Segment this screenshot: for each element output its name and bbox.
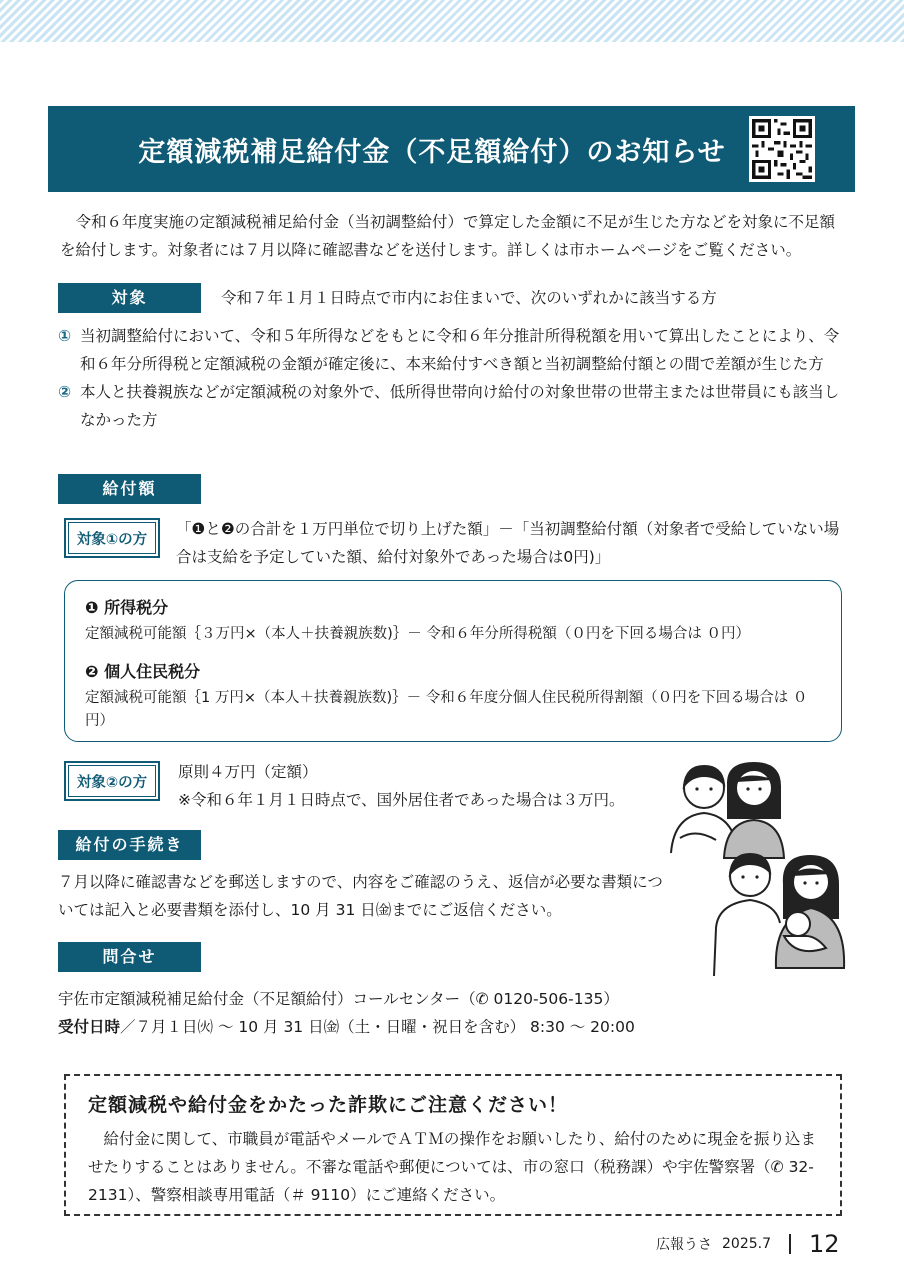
fraud-warning-title: 定額減税や給付金をかたった詐欺にご注意ください！ [88, 1094, 569, 1116]
list-number: ① [58, 327, 72, 345]
hours-label: 受付日時 [58, 1018, 121, 1036]
section-label-target: 対象 [58, 283, 201, 313]
resident-tax-formula: 定額減税可能額｛1 万円×（本人＋扶養親族数)｝－ 令和６年度分個人住民税所得割額（０円を下回る場合は ０円） [85, 690, 808, 729]
page-number: 12 [809, 1230, 840, 1258]
badge-target-1: 対象①の方 [64, 518, 160, 558]
target-description: 令和７年１月１日時点で市内にお住まいで、次のいずれかに該当する方 [221, 289, 717, 307]
phone-icon: ✆ [770, 1158, 784, 1176]
amount-formula: 「❶と❷の合計を１万円単位で切り上げた額」－「当初調整給付額（対象者で受給していない場合は支給を予定していた額、給付対象外であった場合は0円)」 [176, 520, 840, 566]
warning-text-2: ）、警察相談専用電話（＃ 9110）にご連絡ください。 [127, 1186, 506, 1204]
amount-2-fixed: 原則４万円（定額） [178, 763, 318, 781]
target-list [58, 322, 848, 434]
resident-tax-heading: ❷ 個人住民税分 [85, 662, 201, 681]
call-center-close: ） [603, 990, 619, 1008]
amount-2-note: ※令和６年１月１日時点で、国外居住者であった場合は３万円。 [178, 791, 625, 809]
police-phone[interactable]: 32-2131 [88, 1158, 814, 1204]
amount-target-2 [178, 758, 625, 814]
publication-name: 広報うさ [656, 1237, 712, 1253]
fraud-warning-box [64, 1074, 842, 1216]
page-title: 定額減税補足給付金（不足額給付）のお知らせ [138, 137, 726, 168]
section-label-amount: 給付額 [58, 474, 201, 504]
family-illustration-icon [666, 758, 846, 978]
top-stripe-decoration [0, 0, 904, 42]
contact-info [58, 985, 858, 1041]
list-item [58, 378, 848, 434]
call-center-name: 宇佐市定額減税補足給付金（不足額給付）コールセンター（ [58, 990, 476, 1008]
list-item-text: 当初調整給付において、令和５年所得などをもとに令和６年分推計所得税額を用いて算出したことにより、令和６年分所得税と定額減税の金額が確定後に、本来給付すべき額と当初調整給付額との間で差額が生じた方 [80, 327, 840, 373]
title-banner [48, 106, 855, 192]
income-tax-formula: 定額減税可能額｛３万円×（本人＋扶養親族数)｝－ 令和６年分所得税額（０円を下回る場合は ０円） [85, 626, 751, 642]
issue-date: 2025.7 [722, 1236, 771, 1252]
income-tax-heading: ❶ 所得税分 [85, 598, 169, 617]
list-item [58, 322, 848, 378]
warning-text-1: 給付金に関して、市職員が電話やメールでＡＴＭの操作をお願いしたり、給付のために現金を振り込ませたりすることはありません。不審な電話や郵便については、市の窓口（税務課）や宇佐警察署（ [88, 1130, 816, 1176]
call-center-line [58, 985, 858, 1013]
badge-target-2: 対象②の方 [64, 761, 160, 801]
list-item-text: 本人と扶養親族などが定額減税の対象外で、低所得世帯向け給付の対象世帯の世帯主または世帯員にも該当しなかった方 [80, 383, 840, 429]
section-label-procedure: 給付の手続き [58, 830, 201, 860]
hours-value: ／７月１日㈫ ～ 10 月 31 日㈮（土・日曜・祝日を含む） 8:30 ～ 20:00 [120, 1018, 635, 1036]
call-center-phone[interactable]: 0120-506-135 [493, 990, 604, 1008]
hours-line [58, 1013, 858, 1041]
section-label-contact: 問合せ [58, 942, 201, 972]
footer-divider [789, 1234, 791, 1254]
phone-icon: ✆ [475, 990, 489, 1008]
procedure-text: ７月以降に確認書などを郵送しますので、内容をご確認のうえ、返信が必要な書類については記入と必要書類を添付し、10 月 31 日㈮までにご返信ください。 [58, 873, 663, 919]
list-number: ② [58, 383, 72, 401]
page-footer [656, 1228, 840, 1260]
calculation-box [64, 580, 842, 742]
qr-code-icon[interactable] [749, 116, 815, 182]
fraud-warning-body [88, 1125, 820, 1209]
intro-paragraph: 令和６年度実施の定額減税補足給付金（当初調整給付）で算定した金額に不足が生じた方などを対象に不足額を給付します。対象者には７月以降に確認書などを送付します。詳しくは市ホームページをご覧ください。 [60, 213, 836, 259]
